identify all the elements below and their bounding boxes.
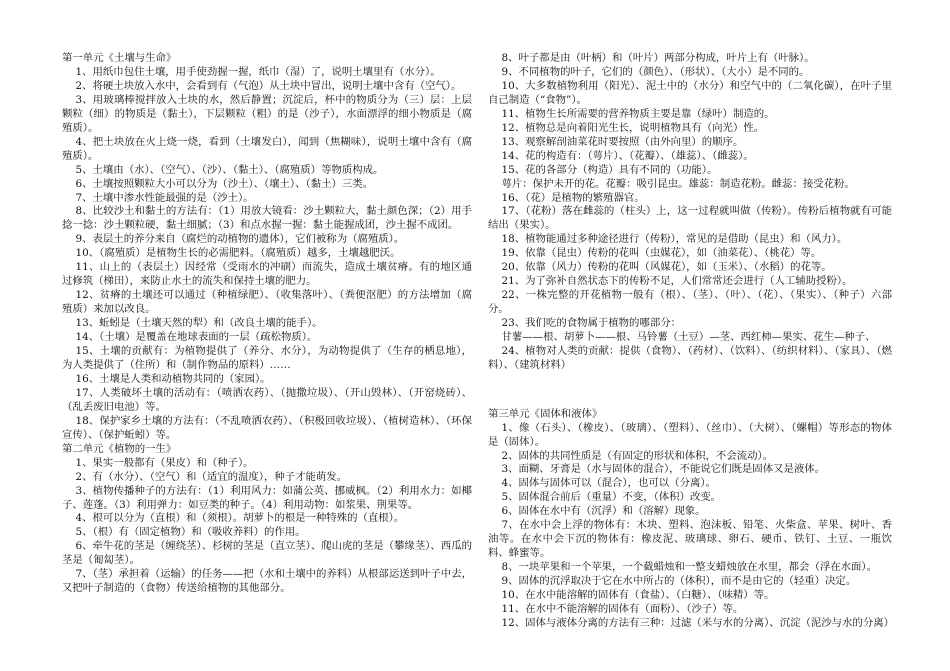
left-column: [62, 52, 472, 596]
paragraph: 15、土壤的贡献有：为植物提供了（养分、水分），为动物提供了（生存的栖息地），为人类提供了（住所）和（制作物品的原料）……: [62, 345, 472, 371]
paragraph: 1、用纸巾包住土壤，用手使劲握一握，纸巾（湿）了，说明土壤里有（水分）。: [75, 65, 441, 78]
paragraph: 23、我们吃的食物属于植物的哪部分：: [501, 317, 681, 330]
paragraph: 8、一块苹果和一个苹果，一个截蜡烛和一整支蜡烛放在水里，都会（浮在水面）。: [501, 561, 877, 574]
paragraph: 2、将硬土块放入水中，会看到有（气泡）从土块中冒出，说明土壤中含有（空气）。: [75, 79, 462, 92]
paragraph: 3、用玻璃棒搅拌放入土块的水，然后静置；沉淀后，杯中的物质分为（三）层：上层颗粒（细）的物质是（黏土），下层颗粒（粗）的是（沙子），水面漂浮的细小物质是（腐殖质）。: [62, 93, 472, 134]
paragraph: 3、面糊、牙膏是（水与固体的混合），不能说它们既是固体又是液体。: [501, 463, 826, 476]
paragraph: 21、为了弥补自然状态下的传粉不足，人们常常还会进行（人工辅助授粉）。: [501, 275, 853, 288]
paragraph: 8、比较沙土和黏土的方法有：（1）用放大镜看：沙土颗粒大，黏土颜色深；（2）用手捻一捻：沙土颗粒硬，黏土细腻；（3）和点水握一握：黏土能握成团，沙土握不成团。: [62, 205, 472, 232]
paragraph: 19、依靠（昆虫）传粉的花叫（虫媒花），如（油菜花）、（桃花）等。: [501, 247, 822, 260]
paragraph: 11、植物生长所需要的营养物质主要是靠（绿叶）制造的。: [501, 107, 775, 120]
paragraph: 10、大多数植物利用（阳光）、泥土中的（水分）和空气中的（二氧化碳），在叶子里自己制造（“食物”）。: [488, 79, 892, 106]
paragraph: 9、表层土的养分来自（腐烂的动植物的遗体），它们被称为（腐殖质）。: [75, 233, 405, 246]
paragraph: 2、有（水分）、（空气）和（适宜的温度），种子才能萌发。: [75, 470, 348, 483]
paragraph: 9、固体的沉浮取决于它在水中所占的（体积），而不是由它的（轻重）决定。: [501, 575, 857, 588]
right-column: [488, 52, 892, 631]
paragraph: 12、植物总是向着阳光生长，说明植物具有（向光）性。: [501, 121, 765, 134]
paragraph: 7、（茎）承担着（运输）的任务——把（水和土壤中的养料）从根部运送到叶子中去，又把叶子制造的（食物）传送给植物的其他部分。: [62, 568, 472, 595]
blank-line: [488, 383, 892, 397]
paragraph: 6、固体在水中有（沉浮）和（溶解）现象。: [501, 505, 706, 518]
paragraph: 18、保护家乡土壤的方法有：（不乱喷洒农药）、（积极回收垃圾）、（植树造林）、（环保宣传）、（保护蚯蚓）等。: [62, 414, 472, 441]
paragraph: 15、花的各部分（构造）具有不同的（功能）。: [501, 163, 718, 176]
paragraph: 3、植物传播种子的方法有：（1）利用风力：如蒲公英、挪威枫。（2）利用水力：如椰子、莲蓬。（3）利用弹力：如豆类的种子。（4）利用动物：如浆果、荆果等。: [62, 484, 472, 511]
paragraph: 17、（花粉）落在雌蕊的（柱头）上，这一过程就叫做（传粉）。传粉后植物就有可能结出（果实）。: [488, 205, 892, 232]
paragraph: 10、（腐殖质）是植物生长的必需肥料。（腐殖质）越多，土壤越肥沃。: [75, 247, 401, 260]
paragraph: 7、在水中会上浮的物体有：木块、塑料、泡沫板、铅笔、火柴盒、苹果、树叶、香油等。在水中会下沉的物体有：橡皮泥、玻璃球、卵石、硬币、铁钉、土豆、一瓶饮料、蜂蜜等。: [488, 519, 892, 560]
paragraph: 7、土壤中渗水性能最强的是（沙土）。: [75, 191, 254, 204]
unit-heading: 第三单元《固体和液体》: [488, 407, 603, 420]
paragraph: 2、固体的共同性质是（有固定的形状和体积，不会流动）。: [501, 449, 774, 462]
paragraph: 17、人类破坏土壤的活动有：（喷洒农药）、（抛撒垃圾）、（开山毁林）、（开窑烧砖）、（乱丢废旧电池）等。: [62, 386, 472, 413]
paragraph: 甘薯——根、胡萝卜——根、马铃薯（土豆）—茎、西红柿—果实、花生—种子、: [501, 331, 876, 344]
paragraph: 16、（花）是植物的繁殖器官。: [501, 191, 645, 204]
unit-heading: 第二单元《植物的一生》: [62, 442, 177, 455]
paragraph: 11、山上的（表层土）因经常（受雨水的冲刷）而流失，造成土壤贫瘠。有的地区通过修筑（梯田），来防止水土的流失和保持土壤的肥力。: [62, 261, 472, 288]
paragraph: 16、土壤是人类和动植物共同的（家园）。: [75, 372, 271, 385]
paragraph: 11、在水中不能溶解的固体有（面粉）、（沙子）等。: [501, 602, 744, 615]
paragraph: 5、（根）有（固定植物）和（吸收养料）的作用。: [75, 526, 306, 539]
paragraph: 13、观察解剖油菜花时要按照（由外向里）的顺序。: [501, 135, 744, 148]
paragraph: 6、牵牛花的茎是（缠绕茎）、杉树的茎是（直立茎）、爬山虎的茎是（攀缘茎）、西瓜的茎是（匍匐茎）。: [62, 540, 472, 567]
paragraph: 4、把土块放在火上烧一烧，看到（土壤发白），闻到（焦糊味），说明土壤中含有（腐殖质）。: [62, 135, 472, 162]
paragraph: 6、土壤按照颗粒大小可以分为（沙土）、（壤土）、（黏土）三类。: [75, 177, 374, 190]
paragraph: 萼片：保护未开的花。花瓣：吸引昆虫。雄蕊：制造花粉。雌蕊：接受花粉。: [501, 177, 855, 190]
paragraph: 22、一株完整的开花植物一般有（根）、（茎）、（叶）、（花）、（果实）、（种子）六部分。: [488, 289, 892, 316]
paragraph: 12、固体与液体分离的方法有三种：过滤（米与水的分离）、沉淀（泥沙与水的分离）: [501, 616, 894, 629]
paragraph: 4、根可以分为（直根）和（须根）。胡萝卜的根是一种特殊的（直根）。: [75, 512, 405, 525]
paragraph: 1、像（石头）、（橡皮）、（玻璃）、（塑料）、（丝巾）、（大树）、（螺帽）等形态的物体是（固体）。: [488, 421, 892, 448]
paragraph: 1、果实一般都有（果皮）和（种子）。: [75, 456, 254, 469]
paragraph: 20、依靠（风力）传粉的花叫（风媒花），如（玉米）、（水稻）的花等。: [501, 261, 832, 274]
paragraph: 18、植物能通过多种途径进行（传粉），常见的是借助（昆虫）和（风力）。: [501, 233, 848, 246]
paragraph: 10、在水中能溶解的固体有（食盐）、（白糖）、（味精）等。: [501, 589, 775, 602]
paragraph: 8、叶子都是由（叶柄）和（叶片）两部分构成，叶片上有（叶脉）。: [501, 52, 815, 64]
paragraph: 14、花的构造有：（萼片）、（花瓣）、（雄蕊）、（雌蕊）。: [501, 149, 754, 162]
paragraph: 5、土壤由（水）、（空气）、（沙）、（黏土）、（腐殖质）等物质构成。: [75, 163, 384, 176]
paragraph: 24、植物对人类的贡献：提供（食物）、（药材）、（饮料）、（纺织材料）、（家具）、（燃料）、（建筑材料）: [488, 345, 892, 371]
paragraph: 14、（土壤）是覆盖在地球表面的一层（疏松物质）。: [75, 331, 318, 344]
paragraph: 4、固体与固体可以（混合），也可以（分离）。: [501, 477, 716, 490]
unit-heading: 第一单元《土壤与生命》: [62, 52, 177, 64]
paragraph: 12、贫瘠的土壤还可以通过（种植绿肥）、（收集落叶）、（粪便沤肥）的方法增加（腐殖质）来加以改良。: [62, 289, 472, 316]
paragraph: 9、不同植物的叶子，它们的（颜色）、（形状）、（大小）是不同的。: [501, 65, 810, 78]
paragraph: 5、固体混合前后（重量）不变，（体积）改变。: [501, 491, 722, 504]
paragraph: 13、蚯蚓是（土壤天然的犁）和（改良土壤的能手）。: [75, 317, 323, 330]
